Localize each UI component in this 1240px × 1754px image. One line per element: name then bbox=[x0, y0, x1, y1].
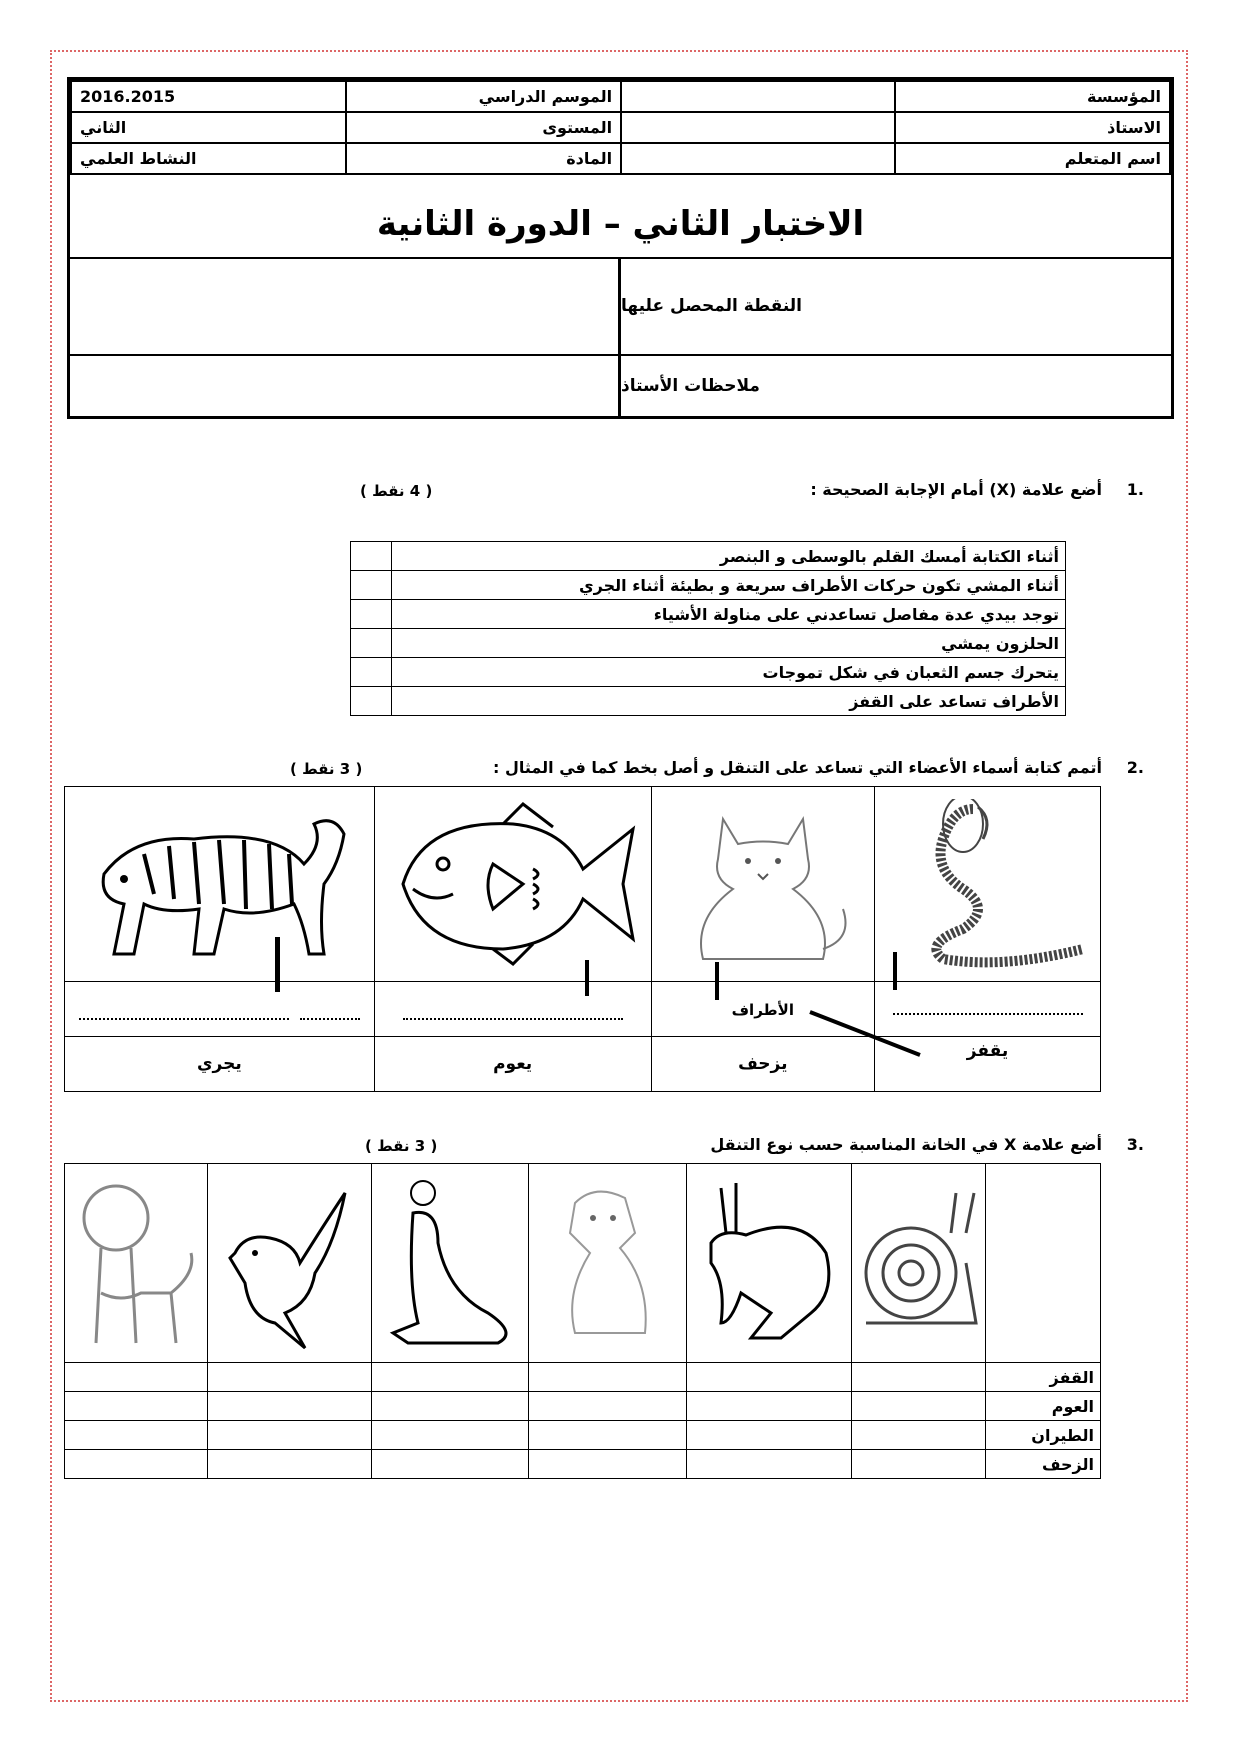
check-cell[interactable] bbox=[851, 1450, 985, 1479]
check-cell[interactable] bbox=[686, 1392, 851, 1421]
exam-header bbox=[67, 77, 1174, 419]
level-value: الثاني bbox=[71, 112, 346, 143]
table-row bbox=[351, 542, 1066, 571]
table-row bbox=[351, 571, 1066, 600]
check-cell[interactable] bbox=[65, 1450, 208, 1479]
answer-dots bbox=[403, 1012, 623, 1020]
check-cell[interactable] bbox=[351, 687, 392, 716]
school-year-value: 2016.2015 bbox=[71, 81, 346, 112]
score-label: النقطة المحصل عليها bbox=[621, 295, 802, 316]
tiger-icon bbox=[74, 804, 364, 964]
check-cell[interactable] bbox=[65, 1363, 208, 1392]
check-cell[interactable] bbox=[686, 1363, 851, 1392]
student-name-value[interactable] bbox=[621, 143, 895, 174]
fish-dot-mark bbox=[585, 960, 589, 996]
row-label-swim: العوم bbox=[986, 1392, 1101, 1421]
table-row bbox=[351, 687, 1066, 716]
snake-icon bbox=[883, 799, 1093, 969]
tiger-answer-cell[interactable] bbox=[65, 982, 375, 1037]
check-cell[interactable] bbox=[686, 1450, 851, 1479]
verb-swim: يعوم bbox=[374, 1037, 651, 1092]
row-label-fly: الطيران bbox=[986, 1421, 1101, 1450]
tiger-cell bbox=[65, 787, 375, 982]
check-cell[interactable] bbox=[851, 1421, 985, 1450]
check-cell[interactable] bbox=[372, 1363, 529, 1392]
statement: الأطراف تساعد على القفز bbox=[392, 687, 1066, 716]
cat-cell bbox=[651, 787, 874, 982]
subject-value: النشاط العلمي bbox=[71, 143, 346, 174]
cat-dot-mark bbox=[715, 962, 719, 1000]
subject-label: المادة bbox=[346, 143, 622, 174]
q1-instruction: أضع علامة (X) أمام الإجابة الصحيحة : bbox=[810, 480, 1102, 499]
row-label-crawl: الزحف bbox=[986, 1450, 1101, 1479]
check-cell[interactable] bbox=[372, 1421, 529, 1450]
rabbit-icon bbox=[691, 1173, 846, 1353]
notes-label: ملاحظات الأستاذ bbox=[621, 376, 760, 396]
rabbit-cell bbox=[686, 1164, 851, 1363]
check-cell[interactable] bbox=[65, 1421, 208, 1450]
notes-row bbox=[70, 356, 1171, 416]
score-row bbox=[70, 257, 1171, 356]
institution-label: المؤسسة bbox=[895, 81, 1170, 112]
statement: الحلزون يمشي bbox=[392, 629, 1066, 658]
q1-points: ( 4 نقط ) bbox=[360, 482, 433, 500]
statement: توجد بيدي عدة مفاصل تساعدني على مناولة الأشياء bbox=[392, 600, 1066, 629]
level-label: المستوى bbox=[346, 112, 622, 143]
institution-value[interactable] bbox=[621, 81, 895, 112]
table-row bbox=[65, 1421, 1101, 1450]
seal-cell bbox=[372, 1164, 529, 1363]
school-year-label: الموسم الدراسي bbox=[346, 81, 622, 112]
q3-number: .3 bbox=[1126, 1135, 1144, 1154]
statement: أثناء الكتابة أمسك القلم بالوسطى و البنصر bbox=[392, 542, 1066, 571]
cat-icon bbox=[663, 799, 863, 969]
example-link-line bbox=[805, 1007, 925, 1062]
check-cell[interactable] bbox=[529, 1450, 686, 1479]
snake-dot-mark bbox=[893, 952, 897, 990]
q3-table bbox=[64, 1163, 1101, 1479]
q1-table bbox=[350, 541, 1066, 716]
student-name-label: اسم المتعلم bbox=[895, 143, 1170, 174]
exam-title: الاختبار الثاني – الدورة الثانية bbox=[70, 191, 1171, 259]
row-label-jump: القفز bbox=[986, 1363, 1101, 1392]
check-cell[interactable] bbox=[851, 1363, 985, 1392]
check-cell[interactable] bbox=[686, 1421, 851, 1450]
verb-crawl: يزحف bbox=[651, 1037, 874, 1092]
snake-cell bbox=[875, 787, 1101, 982]
table-row bbox=[65, 1392, 1101, 1421]
check-cell[interactable] bbox=[351, 658, 392, 687]
fish-icon bbox=[383, 799, 643, 969]
notes-box[interactable] bbox=[70, 356, 621, 416]
check-cell[interactable] bbox=[351, 542, 392, 571]
example-word: الأطراف bbox=[731, 1000, 794, 1019]
check-cell[interactable] bbox=[351, 571, 392, 600]
check-cell[interactable] bbox=[529, 1421, 686, 1450]
fish-cell bbox=[374, 787, 651, 982]
answer-dots bbox=[79, 1012, 289, 1020]
check-cell[interactable] bbox=[351, 600, 392, 629]
check-cell[interactable] bbox=[529, 1392, 686, 1421]
bird-icon bbox=[215, 1173, 365, 1353]
q1-number: .1 bbox=[1126, 480, 1144, 499]
statement: أثناء المشي تكون حركات الأطراف سريعة و بطيئة أثناء الجري bbox=[392, 571, 1066, 600]
q3-instruction: أضع علامة X في الخانة المناسبة حسب نوع التنقل bbox=[710, 1135, 1102, 1154]
info-grid bbox=[70, 80, 1171, 175]
check-cell[interactable] bbox=[529, 1363, 686, 1392]
tiger-dot-mark bbox=[275, 937, 280, 992]
lion-icon bbox=[71, 1173, 201, 1353]
check-cell[interactable] bbox=[208, 1450, 372, 1479]
statement: يتحرك جسم الثعبان في شكل تموجات bbox=[392, 658, 1066, 687]
snail-icon bbox=[856, 1173, 981, 1353]
corner-cell bbox=[986, 1164, 1101, 1363]
bird-cell bbox=[208, 1164, 372, 1363]
check-cell[interactable] bbox=[851, 1392, 985, 1421]
check-cell[interactable] bbox=[351, 629, 392, 658]
teacher-value[interactable] bbox=[621, 112, 895, 143]
q2-number: .2 bbox=[1126, 758, 1144, 777]
seal-icon bbox=[378, 1173, 523, 1353]
table-row bbox=[351, 600, 1066, 629]
table-row bbox=[65, 1450, 1101, 1479]
q2-points: ( 3 نقط ) bbox=[290, 760, 363, 778]
dog-icon bbox=[535, 1173, 680, 1353]
teacher-label: الاستاذ bbox=[895, 112, 1170, 143]
dog-cell bbox=[529, 1164, 686, 1363]
table-row bbox=[351, 629, 1066, 658]
fish-answer-cell[interactable] bbox=[374, 982, 651, 1037]
check-cell[interactable] bbox=[65, 1392, 208, 1421]
table-row bbox=[351, 658, 1066, 687]
table-row bbox=[65, 1363, 1101, 1392]
score-box[interactable] bbox=[70, 257, 621, 354]
check-cell[interactable] bbox=[208, 1392, 372, 1421]
verb-jump: يقفز bbox=[875, 1037, 1101, 1092]
check-cell[interactable] bbox=[208, 1363, 372, 1392]
verb-run: يجري bbox=[65, 1037, 375, 1092]
answer-dots bbox=[300, 1012, 360, 1020]
lion-cell bbox=[65, 1164, 208, 1363]
snail-cell bbox=[851, 1164, 985, 1363]
q2-table bbox=[64, 786, 1101, 1092]
q3-points: ( 3 نقط ) bbox=[365, 1137, 438, 1155]
check-cell[interactable] bbox=[208, 1421, 372, 1450]
check-cell[interactable] bbox=[372, 1392, 529, 1421]
q2-instruction: أتمم كتابة أسماء الأعضاء التي تساعد على التنقل و أصل بخط كما في المثال : bbox=[493, 758, 1102, 777]
check-cell[interactable] bbox=[372, 1450, 529, 1479]
